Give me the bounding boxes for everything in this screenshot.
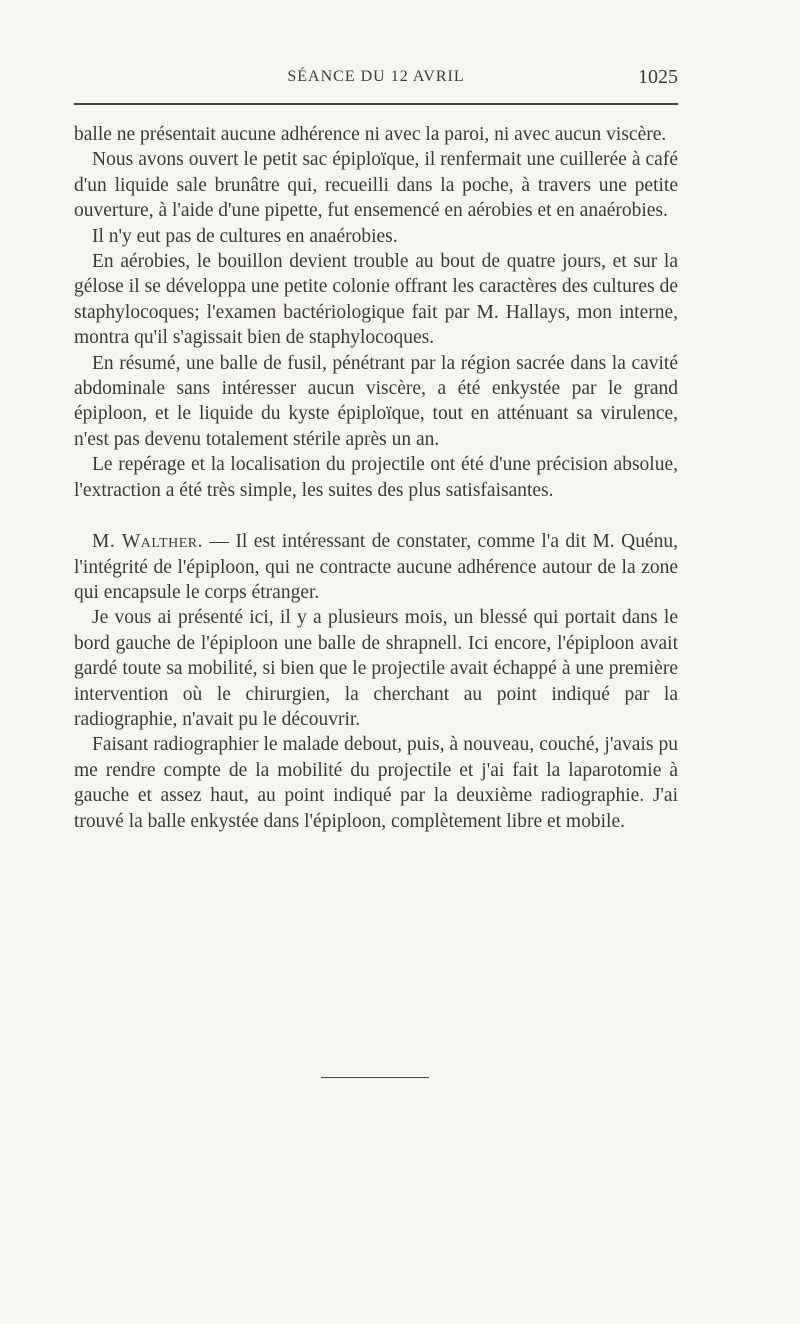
speaker-dash: — <box>203 531 236 553</box>
discussion-opening-paragraph <box>74 529 678 605</box>
paragraph-radiographie: Faisant radiographier le malade debout, puis, à nouveau, couché, j'avais pu me rendre compte de la mobilité du projectile et j'ai fait la laparotomie à gauche et assez haut, au point indiqué par la deuxième radiographie. J'ai trouvé la balle enkystée dans l'épiploon, complètement libre et mobile. <box>74 734 678 832</box>
running-title: SÉANCE DU 12 AVRIL <box>287 68 465 85</box>
header-rule <box>74 103 678 105</box>
paragraph-shrapnell: Je vous ai présenté ici, il y a plusieurs mois, un blessé qui portait dans le bord gauche de l'épiploon une balle de shrapnell. Ici encore, l'épiploon avait gardé toute sa mobilité, si bien que le projectile avait échappé à une première intervention où le chirurgien, la cherchant au point indiqué par la radiographie, n'avait pu le découvrir. <box>74 607 678 730</box>
page-number: 1025 <box>638 66 678 88</box>
paragraph-anaerobies: Il n'y eut pas de cultures en anaérobies. <box>92 225 398 247</box>
running-header <box>74 62 678 92</box>
section-end-rule <box>321 1077 429 1078</box>
paragraph-aerobies: En aérobies, le bouillon devient trouble au bout de quatre jours, et sur la gélose il se développa une petite colonie offrant les caractères des cultures de staphylocoques; l'examen bactériologique fait par M. Hallays, mon interne, montra qu'il s'agissait bien de staphylocoques. <box>74 251 678 349</box>
body-text <box>74 122 678 834</box>
discussion-opening-text: Il est intéressant de constater, comme l'a dit M. Quénu, l'intégrité de l'épiploon, qui ne contracte aucune adhérence autour de la zone qui encapsule le corps étranger. <box>74 531 678 603</box>
paragraph-reperage: Le repérage et la localisation du projectile ont été d'une précision absolue, l'extraction a été très simple, les suites des plus satisfaisantes. <box>74 454 678 501</box>
paragraph-resume: En résumé, une balle de fusil, pénétrant par la région sacrée dans la cavité abdominale sans intéresser aucun viscère, a été enkystée par le grand épiploon, et le liquide du kyste épiploïque, tout en atténuant sa virulence, n'est pas devenu totalement stérile après un an. <box>74 352 678 450</box>
speaker-name: M. Walther. <box>92 531 204 553</box>
paragraph-sac-epiploique: Nous avons ouvert le petit sac épiploïque, il renfermait une cuillerée à café d'un liquide sale brunâtre qui, recueilli dans la poche, à travers une petite ouverture, à l'aide d'une pipette, fut ensemencé en aérobies et en anaérobies. <box>74 149 678 222</box>
paragraph-continued: balle ne présentait aucune adhérence ni avec la paroi, ni avec aucun viscère. <box>74 124 667 145</box>
